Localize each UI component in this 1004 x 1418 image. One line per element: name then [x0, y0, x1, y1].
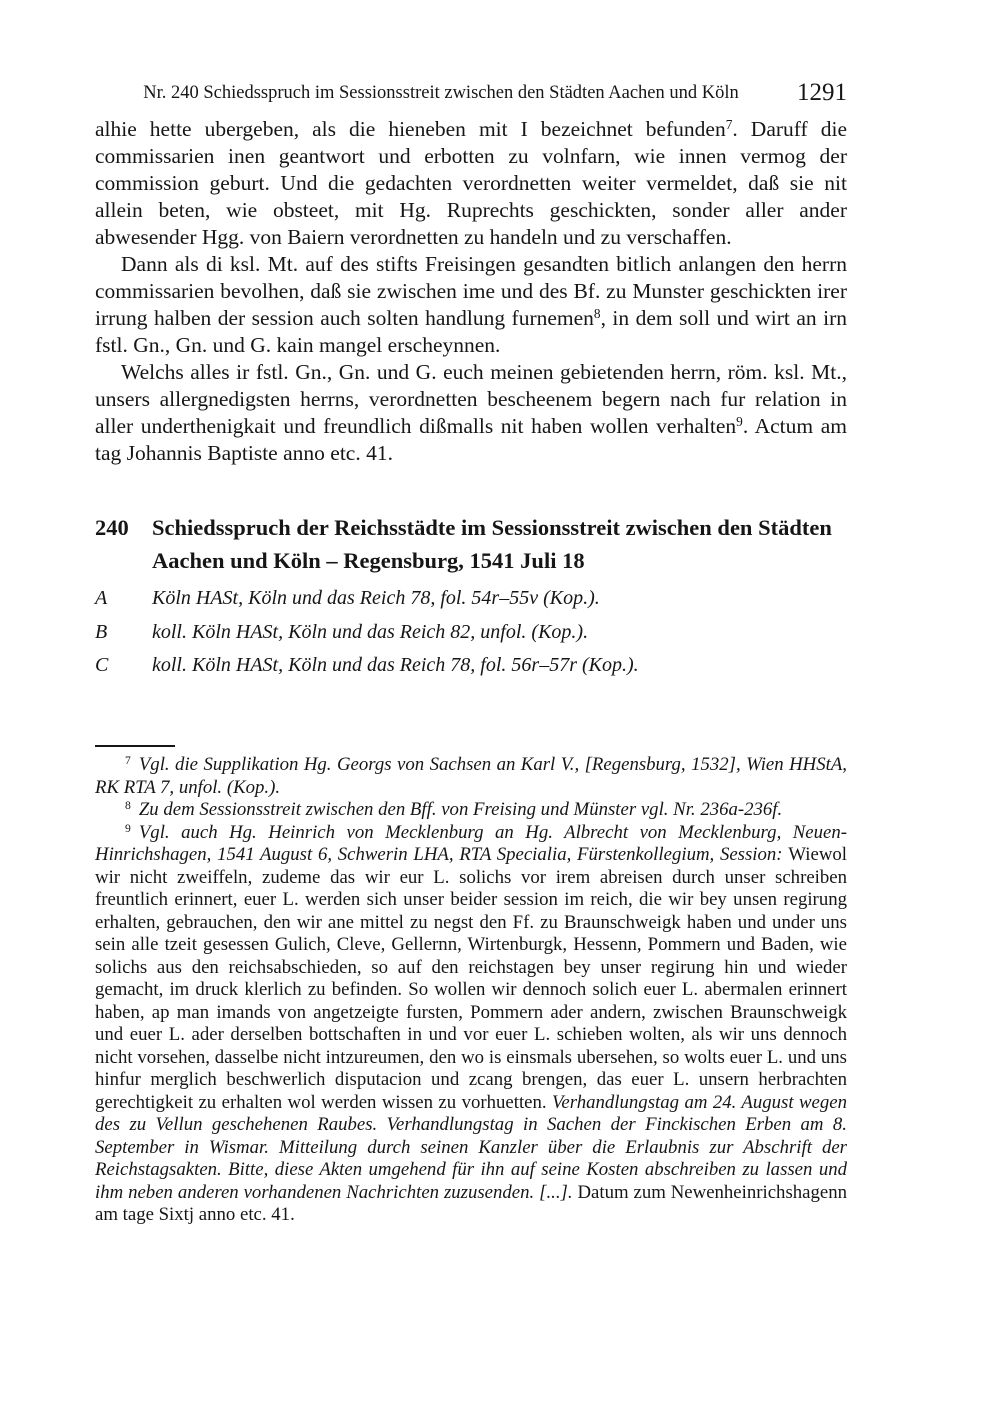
- footnote-number: 7: [125, 754, 131, 768]
- footnote-block: [95, 745, 847, 1227]
- entry-title: Schiedsspruch der Reichsstädte im Sessionsstreit zwischen den Städten Aachen und Köln – Regensburg, 1541 Juli 18: [152, 515, 832, 573]
- page-number: 1291: [797, 79, 847, 106]
- body-paragraph: alhie hette ubergeben, als die hieneben mit I bezeichnet befunden$^7$. Daruff die commissarien inen geantwort und erbotten zu volnfarn, wie innen vermog der commission geburt. Und die gedachten verordnetten weiter vermeldet, daß sie nit allein beten, wie obsteet, mit Hg. Ruprechts geschickten, sonder aller ander abwesender Hgg. von Baiern verordnetten zu handeln und zu verschaffen.: [95, 117, 847, 249]
- footnote: [95, 754, 847, 799]
- footnote-number: 8: [125, 799, 131, 813]
- source-item: [95, 587, 847, 609]
- source-citation: Köln HASt, Köln und das Reich 78, fol. 54r–55v (Kop.).: [152, 587, 600, 609]
- footnote-text: Vgl. auch Hg. Heinrich von Mecklenburg an Hg. Albrecht von Mecklenburg, Neuen-Hinrichshagen, 1541 August 6, Schwerin LHA, RTA Specialia, Fürstenkollegium, Session: Wiewol wir nicht zweiffeln, zudeme das wir eur L. solichs vor irem abreisen durch unser schreiben freuntlich erinnert, euer L. werden sich unser beider session im reich, die wir bey unsen regirung erhalten, gebrauchen, den wir ane mittel zu negst den Ff. zu Braunschweigk haben und under uns sein alle tzeit gesessen Gulich, Cleve, Gellernn, Wirtenburgk, Hessenn, Pommern und Baden, wie solichs aus den reichsabschieden, so auf den reichstagen bey unser regirung hin und wieder gemacht, im druck klerlich zu befinden. So wollen wir dennoch solich euer L. abermalen erinnert haben, ap man imands von angetzeigte fursten, Pommern ader andern, zwischen Braunschweigk und euer L. ader derselben bottschaften in und vor euer L. schieben wolten, als wir uns dennoch nicht vorsehen, dasselbe nicht intzureumen, den wo is einsmals ubersehen, so wolts euer L. und uns hinfur merglich beschwerlich disputacion und zcang brengen, das euer L. unsern herbrachten gerechtigkeit zu erhalten wol werden wissen zu vorhuetten. Verhandlungstag am 24. August wegen des zu Vellun geschehenen Raubes. Verhandlungstag in Sachen der Finckischen Erben am 8. September in Wismar. Mitteilung durch seinen Kanzler über die Erlaubnis zur Abschrift der Reichstagsakten. Bitte, diese Akten umgehend für ihn auf seine Kosten abschreiben zu lassen und ihm neben anderen vorhandenen Nachrichten zuzusenden. [...]. Datum zum Newenheinrichshagenn am tage Sixtj anno etc. 41.: [95, 821, 847, 1225]
- source-label: B: [95, 620, 108, 643]
- running-head: [95, 78, 847, 108]
- footnote-number: 9: [125, 821, 131, 835]
- body-paragraph: Welchs alles ir fstl. Gn., Gn. und G. euch meinen gebietenden herrn, röm. ksl. Mt., unsers allergnedigsten herrns, verordnetten bescheenem begern nach fur relation in aller underthenigkait und freundlich dißmalls nit haben wollen verhalten$^9$. Actum am tag Johannis Baptiste anno etc. 41.: [95, 360, 847, 465]
- footnote: [95, 822, 847, 1227]
- source-label: A: [95, 587, 108, 609]
- entry-number: 240: [95, 515, 129, 540]
- footnote: [95, 799, 847, 822]
- footnote-separator-rule: [95, 745, 175, 747]
- source-list: [95, 587, 847, 688]
- source-item: [95, 654, 847, 676]
- running-title: Nr. 240 Schiedsspruch im Sessionsstreit zwischen den Städten Aachen und Köln: [143, 83, 739, 103]
- footnote-text: Zu dem Sessionsstreit zwischen den Bff. von Freising und Münster vgl. Nr. 236a-236f.: [138, 799, 783, 820]
- body-paragraph: Dann als di ksl. Mt. auf des stifts Freisingen gesandten bitlich anlangen den herrn commissarien bevolhen, daß sie zwischen ime und des Bf. zu Munster geschickten irer irrung halben der session auch solten handlung furnemen$^8$, in dem soll und wirt an irn fstl. Gn., Gn. und G. kain mangel erscheynnen.: [95, 252, 847, 357]
- source-label: C: [95, 654, 109, 676]
- source-citation: koll. Köln HASt, Köln und das Reich 82, unfol. (Kop.).: [152, 620, 589, 643]
- source-item: [95, 621, 847, 643]
- main-text-block: [95, 116, 847, 467]
- footnote-text: Vgl. die Supplikation Hg. Georgs von Sachsen an Karl V., [Regensburg, 1532], Wien HHStA, RK RTA 7, unfol. (Kop.).: [95, 754, 847, 798]
- source-citation: koll. Köln HASt, Köln und das Reich 78, fol. 56r–57r (Kop.).: [152, 654, 639, 676]
- entry-heading: [95, 511, 847, 577]
